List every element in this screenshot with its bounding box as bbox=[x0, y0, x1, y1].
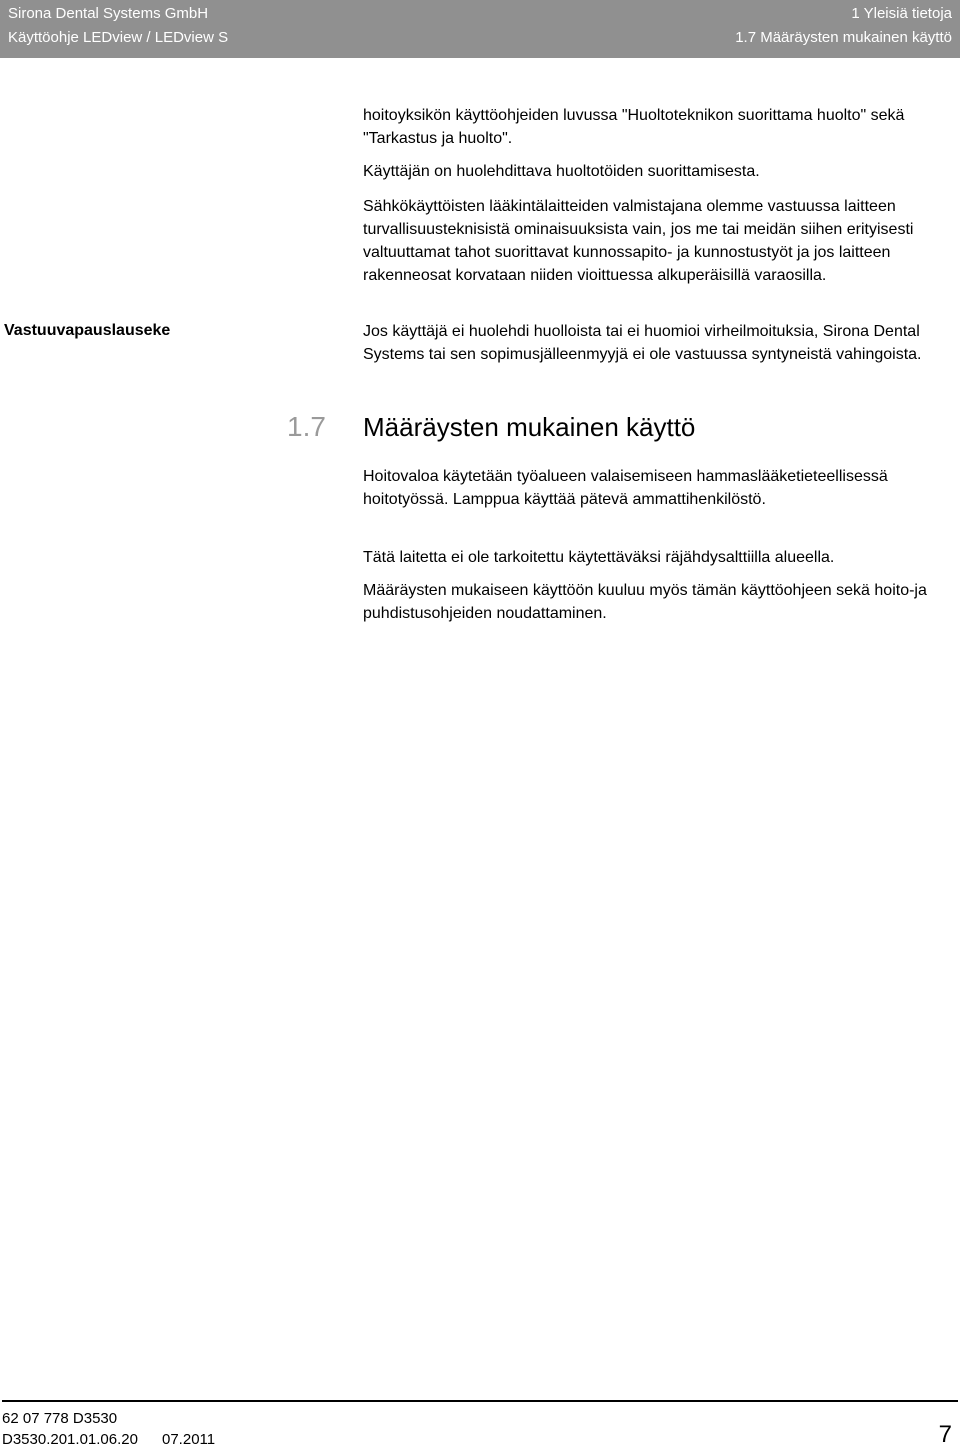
paragraph-responsibility: Sähkökäyttöisten lääkintälaitteiden valmistajana olemme vastuussa laitteen turvallisuusteknisistä ominaisuuksista vain, jos me tai meidän siihen erityisesti valtuuttamat tahot suorittavat kunnossapito- ja kunnostustyöt ja jos laitteen rakenneosat korvataan niiden vioittuessa alkuperäisillä varaosilla. bbox=[363, 198, 914, 284]
paragraph-explosive-areas: Tätä laitetta ei ole tarkoitettu käytettäväksi räjähdysalttiilla alueella. bbox=[363, 549, 835, 566]
footer-order-number: 62 07 778 D3530 bbox=[2, 1410, 118, 1427]
page-number: 7 bbox=[938, 1421, 952, 1448]
paragraph-continued: hoitoyksikön käyttöohjeiden luvussa "Huoltoteknikon suorittama huolto" sekä "Tarkastus ja huolto". bbox=[363, 107, 905, 147]
header-company: Sirona Dental Systems GmbH bbox=[8, 5, 209, 22]
section-number: 1.7 bbox=[287, 411, 326, 442]
paragraph-disclaimer: Jos käyttäjä ei huolehdi huolloista tai ei huomioi virheilmoituksia, Sirona Dental Systems tai sen sopimusjälleenmyyjä ei ole vastuussa syntyneistä vahingoista. bbox=[363, 323, 922, 363]
header-section: 1.7 Määräysten mukainen käyttö bbox=[735, 29, 952, 46]
paragraph-instructions: Määräysten mukaiseen käyttöön kuuluu myös tämän käyttöohjeen sekä hoito-ja puhdistusohjeiden noudattaminen. bbox=[363, 582, 927, 622]
page-header bbox=[0, 0, 960, 58]
header-chapter: 1 Yleisiä tietoja bbox=[851, 5, 952, 22]
footer-date: 07.2011 bbox=[162, 1431, 216, 1448]
header-manual-title: Käyttöohje LEDview / LEDview S bbox=[8, 29, 229, 46]
paragraph-intended-use: Hoitovaloa käytetään työalueen valaisemiseen hammaslääketieteellisessä hoitotyössä. Lamppua käyttää pätevä ammattihenkilöstö. bbox=[363, 468, 888, 508]
section-title: Määräysten mukainen käyttö bbox=[363, 412, 696, 442]
disclaimer-label: Vastuuvapauslauseke bbox=[4, 322, 171, 339]
footer-divider bbox=[2, 1400, 958, 1402]
paragraph-service: Käyttäjän on huolehdittava huoltotöiden suorittamisesta. bbox=[363, 163, 760, 180]
footer-doc-code: D3530.201.01.06.20 bbox=[2, 1431, 138, 1448]
